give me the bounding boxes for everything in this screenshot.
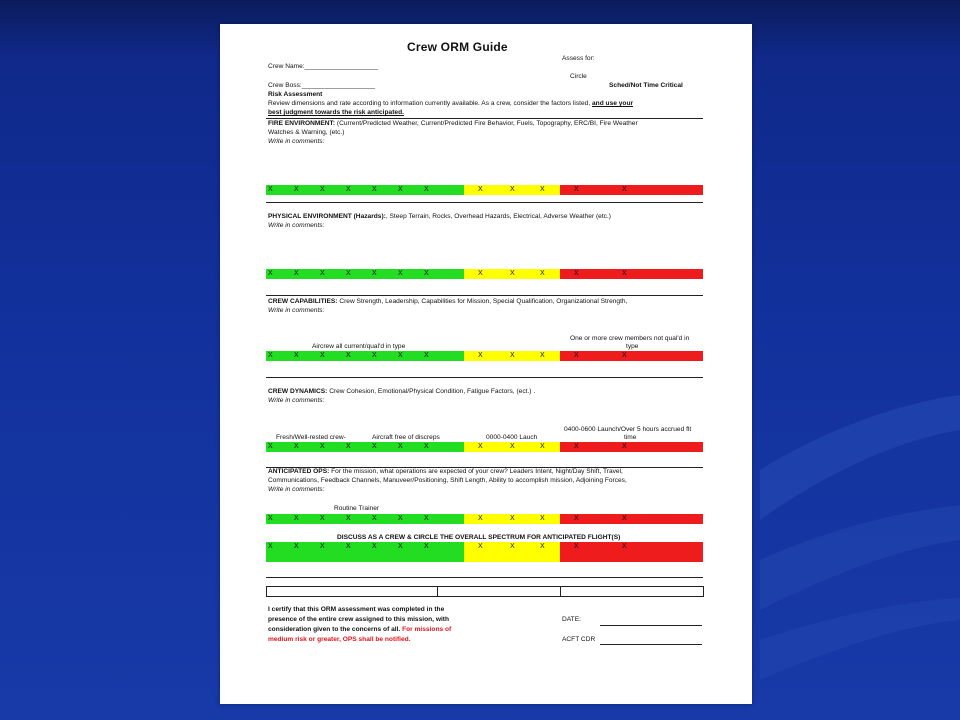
yellow-segment[interactable] bbox=[464, 542, 560, 562]
x-mark[interactable]: X bbox=[510, 443, 515, 450]
x-mark[interactable]: X bbox=[622, 543, 627, 550]
x-mark[interactable]: X bbox=[372, 443, 377, 450]
risk-bar-dynamics[interactable] bbox=[266, 442, 703, 452]
x-mark[interactable]: X bbox=[398, 543, 403, 550]
intro-underline-2: best judgment towards the risk anticipated. bbox=[268, 109, 404, 116]
divider bbox=[266, 202, 703, 203]
x-mark[interactable]: X bbox=[346, 543, 351, 550]
x-mark[interactable]: X bbox=[320, 443, 325, 450]
x-mark[interactable]: X bbox=[510, 270, 515, 277]
circle-label: Circle bbox=[570, 73, 587, 80]
intro-underline-1: and use your bbox=[592, 100, 634, 107]
green-segment[interactable] bbox=[266, 185, 464, 195]
cap-green-note: Aircrew all current/qual'd in type bbox=[312, 343, 406, 350]
x-mark[interactable]: X bbox=[372, 543, 377, 550]
fire-heading: FIRE ENVIRONMENT: bbox=[268, 120, 336, 127]
x-mark[interactable]: X bbox=[540, 186, 545, 193]
dyn-red-note: 0400-0600 Launch/Over 5 hours accrued flt bbox=[564, 426, 692, 433]
green-segment[interactable] bbox=[266, 442, 464, 452]
x-mark[interactable]: X bbox=[294, 443, 299, 450]
x-mark[interactable]: X bbox=[294, 515, 299, 522]
x-mark[interactable]: X bbox=[622, 186, 627, 193]
dyn-heading: CREW DYNAMICS: bbox=[268, 388, 328, 395]
yellow-segment[interactable] bbox=[464, 514, 560, 524]
x-mark[interactable]: X bbox=[320, 270, 325, 277]
dyn-green-note-1: Fresh/Well-rested crew- bbox=[276, 434, 346, 441]
phys-heading: PHYSICAL ENVIRONMENT (Hazards): bbox=[268, 213, 386, 220]
divider bbox=[266, 377, 703, 378]
x-mark[interactable]: X bbox=[268, 543, 273, 550]
physical-environment-line bbox=[268, 213, 611, 221]
x-mark[interactable]: X bbox=[478, 543, 483, 550]
cap-red-note-2: type bbox=[626, 343, 639, 350]
risk-bar-overall[interactable] bbox=[266, 542, 703, 562]
x-mark[interactable]: X bbox=[346, 186, 351, 193]
crew-name-field[interactable]: Crew Name:____________________ bbox=[268, 63, 378, 70]
x-mark[interactable]: X bbox=[424, 515, 429, 522]
x-mark[interactable]: X bbox=[346, 443, 351, 450]
x-mark[interactable]: X bbox=[320, 515, 325, 522]
x-mark[interactable]: X bbox=[320, 352, 325, 359]
dyn-red-note-2: time bbox=[624, 434, 637, 441]
yellow-segment[interactable] bbox=[464, 185, 560, 195]
x-mark[interactable]: X bbox=[510, 352, 515, 359]
x-mark[interactable]: X bbox=[372, 270, 377, 277]
date-label: DATE: bbox=[562, 616, 581, 623]
assess-for-label: Assess for: bbox=[562, 55, 595, 62]
ops-body: For the mission, what operations are expected of your crew? Leaders Intent, Night/Day Shift, Travel, bbox=[331, 468, 623, 475]
x-mark[interactable]: X bbox=[478, 352, 483, 359]
x-mark[interactable]: X bbox=[346, 352, 351, 359]
x-mark[interactable]: X bbox=[574, 515, 579, 522]
ops-green-note: Routine Trainer bbox=[334, 505, 380, 512]
orm-document-page bbox=[220, 24, 752, 704]
x-mark[interactable]: X bbox=[478, 515, 483, 522]
x-mark[interactable]: X bbox=[510, 515, 515, 522]
x-mark[interactable]: X bbox=[622, 515, 627, 522]
crew-dynamics-line bbox=[268, 388, 535, 396]
crew-capabilities-line bbox=[268, 298, 627, 306]
green-segment[interactable] bbox=[266, 542, 464, 562]
x-mark[interactable]: X bbox=[398, 515, 403, 522]
divider bbox=[266, 295, 703, 296]
x-mark[interactable]: X bbox=[398, 443, 403, 450]
x-mark[interactable]: X bbox=[294, 270, 299, 277]
intro-line-1: Review dimensions and rate according to information currently available. As a crew, consider the factors listed, bbox=[268, 100, 591, 107]
divider bbox=[266, 577, 703, 578]
x-mark[interactable]: X bbox=[320, 543, 325, 550]
signature-box-2[interactable] bbox=[437, 586, 561, 597]
cert-line-4: medium risk or greater, OPS shall be notified. bbox=[268, 636, 411, 643]
dyn-green-note-2: Aircraft free of discreps bbox=[372, 434, 440, 441]
red-segment[interactable] bbox=[560, 185, 703, 195]
divider bbox=[266, 118, 703, 119]
x-mark[interactable]: X bbox=[294, 186, 299, 193]
x-mark[interactable]: X bbox=[398, 352, 403, 359]
phys-body: , Steep Terrain, Rocks, Overhead Hazards, Electrical, Adverse Weather (etc.) bbox=[385, 213, 611, 220]
green-segment[interactable] bbox=[266, 514, 464, 524]
x-mark[interactable]: X bbox=[622, 352, 627, 359]
risk-bar-capabilities[interactable] bbox=[266, 351, 703, 361]
cert-line-3-text: consideration given to the concerns of all. bbox=[268, 626, 401, 633]
signature-box-3[interactable] bbox=[560, 586, 704, 597]
dyn-yellow-note: 0000-0400 Lauch bbox=[486, 434, 538, 441]
x-mark[interactable]: X bbox=[424, 270, 429, 277]
cert-line-2: presence of the entire crew assigned to this mission, with bbox=[268, 616, 450, 623]
cert-line-3 bbox=[268, 626, 451, 634]
x-mark[interactable]: X bbox=[540, 515, 545, 522]
x-mark[interactable]: X bbox=[346, 515, 351, 522]
write-comments-label: Write in comments: bbox=[268, 138, 325, 145]
x-mark[interactable]: X bbox=[478, 186, 483, 193]
x-mark[interactable]: X bbox=[294, 352, 299, 359]
x-mark[interactable]: X bbox=[268, 186, 273, 193]
x-mark[interactable]: X bbox=[398, 186, 403, 193]
risk-heading: Risk Assessment bbox=[268, 91, 323, 98]
acft-cdr-field[interactable] bbox=[600, 644, 702, 645]
acft-cdr-label: ACFT CDR bbox=[562, 636, 596, 643]
x-mark[interactable]: X bbox=[540, 443, 545, 450]
signature-box-1[interactable] bbox=[266, 586, 438, 597]
document-title: Crew ORM Guide bbox=[407, 40, 508, 54]
yellow-segment[interactable] bbox=[464, 442, 560, 452]
risk-bar-ops[interactable] bbox=[266, 514, 703, 524]
x-mark[interactable]: X bbox=[424, 186, 429, 193]
x-mark[interactable]: X bbox=[424, 543, 429, 550]
dyn-body: Crew Cohesion, Emotional/Physical Condition, Fatigue Factors, (ect.) . bbox=[329, 388, 536, 395]
x-mark[interactable]: X bbox=[398, 270, 403, 277]
x-mark[interactable]: X bbox=[622, 443, 627, 450]
x-mark[interactable]: X bbox=[424, 352, 429, 359]
risk-bar-physical[interactable] bbox=[266, 269, 703, 279]
x-mark[interactable]: X bbox=[294, 543, 299, 550]
x-mark[interactable]: X bbox=[510, 543, 515, 550]
x-mark[interactable]: X bbox=[478, 270, 483, 277]
risk-bar-fire[interactable] bbox=[266, 185, 703, 195]
x-mark[interactable]: X bbox=[268, 443, 273, 450]
x-mark[interactable]: X bbox=[574, 543, 579, 550]
write-comments-label: Write in comments: bbox=[268, 307, 325, 314]
x-mark[interactable]: X bbox=[540, 270, 545, 277]
red-segment[interactable] bbox=[560, 514, 703, 524]
x-mark[interactable]: X bbox=[268, 270, 273, 277]
cap-red-note: One or more crew members not qual'd in bbox=[570, 335, 690, 342]
ops-body-2: Communications, Feedback Channels, Manuveer/Positioning, Shift Length, Ability to accomplish mission, Adjoining Forces, bbox=[268, 477, 627, 484]
x-mark[interactable]: X bbox=[372, 515, 377, 522]
x-mark[interactable]: X bbox=[320, 186, 325, 193]
x-mark[interactable]: X bbox=[424, 443, 429, 450]
green-segment[interactable] bbox=[266, 351, 464, 361]
x-mark[interactable]: X bbox=[574, 270, 579, 277]
green-segment[interactable] bbox=[266, 269, 464, 279]
red-segment[interactable] bbox=[560, 269, 703, 279]
x-mark[interactable]: X bbox=[268, 515, 273, 522]
x-mark[interactable]: X bbox=[574, 186, 579, 193]
fire-environment-line bbox=[268, 120, 638, 128]
red-segment[interactable] bbox=[560, 542, 703, 562]
ops-heading: ANTICIPATED OPS: bbox=[268, 468, 330, 475]
x-mark[interactable]: X bbox=[510, 186, 515, 193]
x-mark[interactable]: X bbox=[622, 270, 627, 277]
sched-label: Sched/Not Time Critical bbox=[609, 82, 683, 89]
date-field[interactable] bbox=[600, 625, 702, 626]
yellow-segment[interactable] bbox=[464, 351, 560, 361]
write-comments-label: Write in comments: bbox=[268, 222, 325, 229]
fire-body-2: Watches & Warning, (etc.) bbox=[268, 129, 345, 136]
write-comments-label: Write in comments: bbox=[268, 397, 325, 404]
cap-heading: CREW CAPABILITIES: bbox=[268, 298, 338, 305]
crew-boss-field[interactable]: Crew Boss:____________________ bbox=[268, 82, 376, 89]
x-mark[interactable]: X bbox=[372, 352, 377, 359]
cert-line-3-red: For missions of bbox=[402, 626, 452, 633]
cap-body: Crew Strength, Leadership, Capabilities for Mission, Special Qualification, Organizational Strength, bbox=[339, 298, 628, 305]
x-mark[interactable]: X bbox=[268, 352, 273, 359]
cert-line-1: I certify that this ORM assessment was completed in the bbox=[268, 606, 445, 613]
write-comments-label: Write in comments: bbox=[268, 486, 325, 493]
x-mark[interactable]: X bbox=[574, 352, 579, 359]
yellow-segment[interactable] bbox=[464, 269, 560, 279]
x-mark[interactable]: X bbox=[574, 443, 579, 450]
fire-body: (Current/Predicted Weather, Current/Predicted Fire Behavior, Fuels, Topography, ERC/BI, Fire Weather bbox=[336, 120, 638, 127]
intro-text bbox=[268, 100, 633, 108]
red-segment[interactable] bbox=[560, 442, 703, 452]
red-segment[interactable] bbox=[560, 351, 703, 361]
discuss-heading: DISCUSS AS A CREW & CIRCLE THE OVERALL SPECTRUM FOR ANTICIPATED FLIGHT(S) bbox=[337, 534, 621, 541]
anticipated-ops-line bbox=[268, 468, 623, 476]
x-mark[interactable]: X bbox=[540, 352, 545, 359]
x-mark[interactable]: X bbox=[540, 543, 545, 550]
x-mark[interactable]: X bbox=[346, 270, 351, 277]
x-mark[interactable]: X bbox=[372, 186, 377, 193]
x-mark[interactable]: X bbox=[478, 443, 483, 450]
